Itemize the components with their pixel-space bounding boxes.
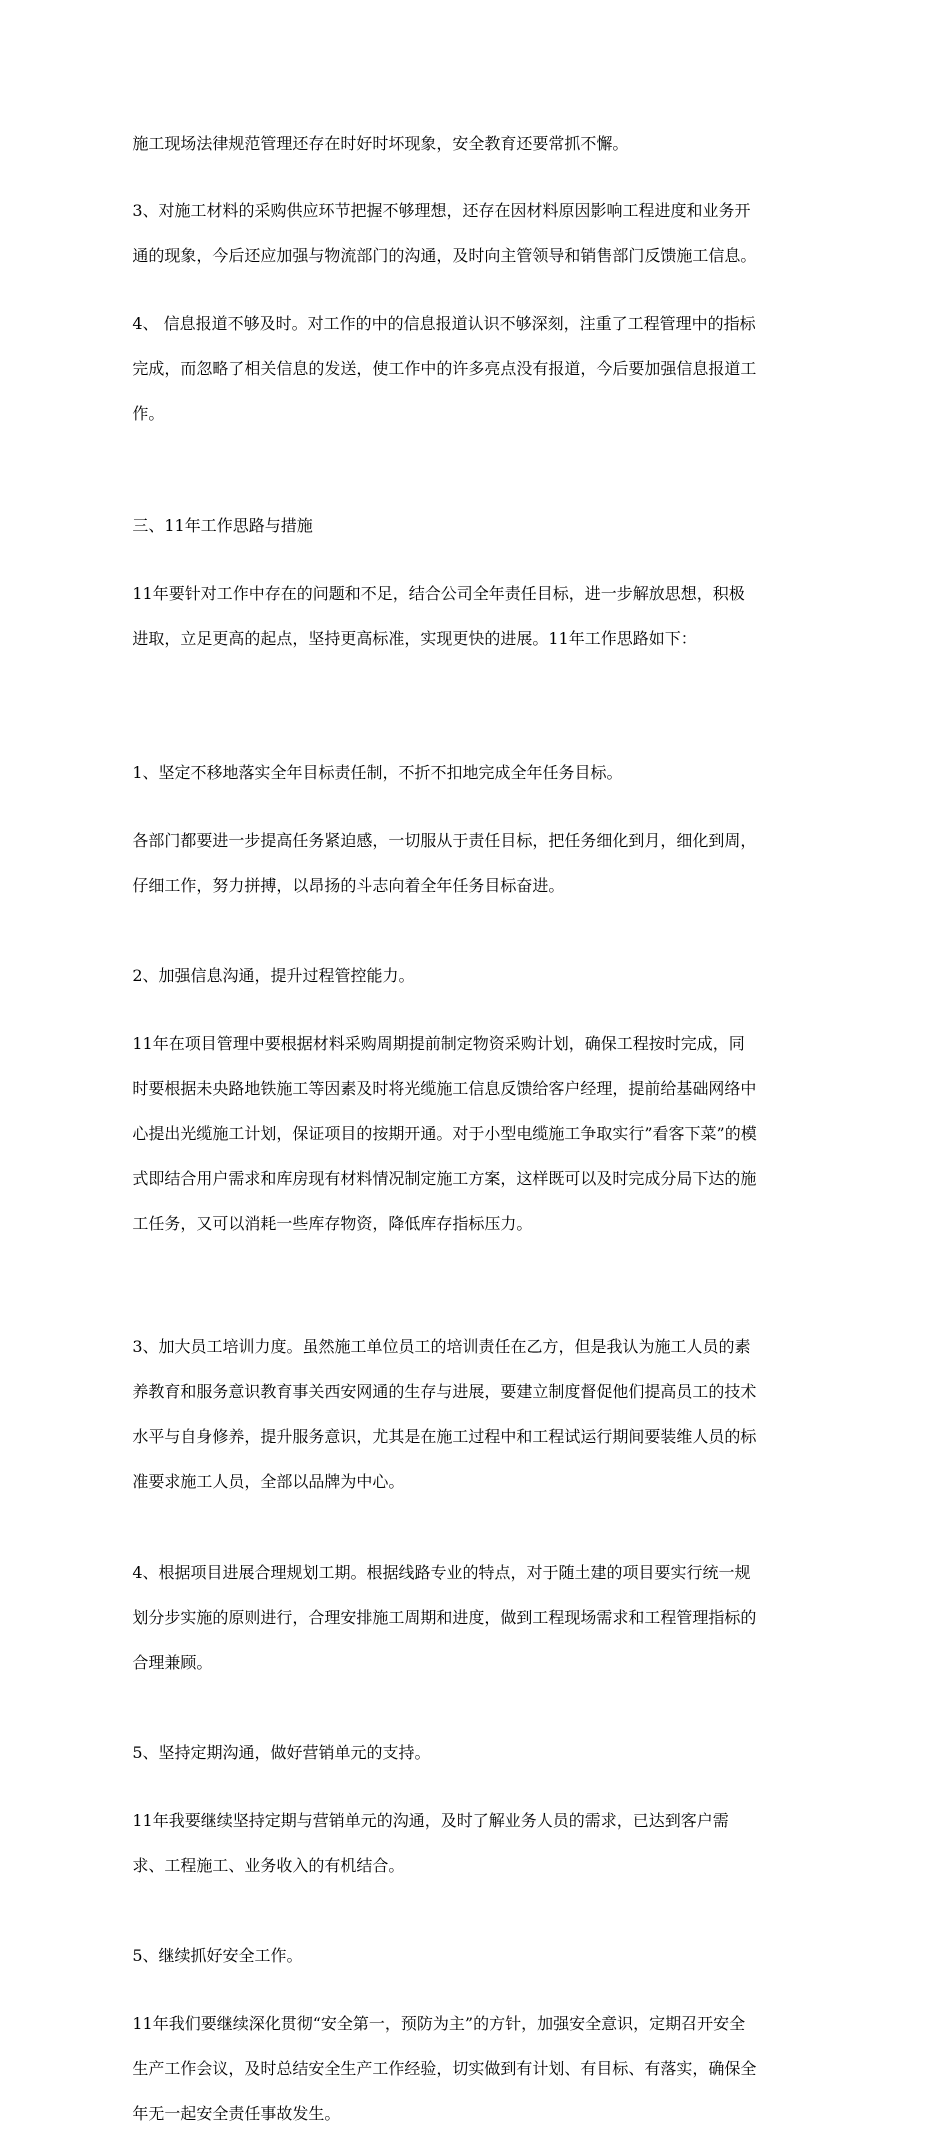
paragraph-item-5-safety-body xyxy=(112,1990,852,2148)
item-heading-1 xyxy=(112,740,852,808)
text-line: 工任务，又可以消耗一些库存物资，降低库存指标压力。 xyxy=(132,1213,533,1233)
paragraph-item-3-training xyxy=(112,1314,852,1517)
paragraph-item-1-body xyxy=(112,807,852,920)
text-line: 式即结合用户需求和库房现有材料情况制定施工方案，这样既可以及时完成分局下达的施 xyxy=(132,1168,757,1188)
text-line: 生产工作会议，及时总结安全生产工作经验，切实做到有计划、有目标、有落实，确保全 xyxy=(132,2058,757,2078)
text-line: 时要根据未央路地铁施工等因素及时将光缆施工信息反馈给客户经理，提前给基础网络中 xyxy=(132,1078,757,1098)
text-line: 3、加大员工培训力度。虽然施工单位员工的培训责任在乙方，但是我认为施工人员的素 xyxy=(132,1337,751,1356)
text-line: 4、根据项目进展合理规划工期。根据线路专业的特点，对于随土建的项目要实行统一规 xyxy=(132,1562,751,1582)
text-line: 11年我们要继续深化贯彻“安全第一，预防为主”的方针，加强安全意识，定期召开安全 xyxy=(132,2013,746,2033)
document-page xyxy=(112,110,852,2148)
text-line: 作。 xyxy=(132,403,165,423)
paragraph-item-3-material-supply xyxy=(112,178,852,291)
text-line: 11年要针对工作中存在的问题和不足，结合公司全年责任目标，进一步解放思想，积极 xyxy=(132,583,745,603)
paragraph-work-ideas-intro xyxy=(112,560,852,673)
section-heading-3 xyxy=(112,493,852,561)
paragraph-item-2-body xyxy=(112,1010,852,1258)
text-line: 求、工程施工、业务收入的有机结合。 xyxy=(132,1855,405,1875)
item-heading-5-safety xyxy=(112,1923,852,1991)
text-line: 施工现场法律规范管理还存在时好时坏现象，安全教育还要常抓不懈。 xyxy=(132,133,629,153)
text-line: 通的现象，今后还应加强与物流部门的沟通，及时向主管领导和销售部门反馈施工信息。 xyxy=(132,246,757,265)
text-line: 11年我要继续坚持定期与营销单元的沟通，及时了解业务人员的需求，已达到客户需 xyxy=(132,1810,729,1830)
text-line: 三、11年工作思路与措施 xyxy=(132,516,313,535)
paragraph-item-4-schedule xyxy=(112,1539,852,1697)
paragraph-item-4-info-reporting xyxy=(112,290,852,448)
text-line: 11年在项目管理中要根据材料采购周期提前制定物资采购计划，确保工程按时完成，同 xyxy=(132,1033,745,1053)
text-line: 合理兼顾。 xyxy=(132,1652,213,1672)
text-line: 各部门都要进一步提高任务紧迫感，一切服从于责任目标，把任务细化到月，细化到周， xyxy=(132,830,757,850)
text-line: 划分步实施的原则进行，合理安排施工周期和进度，做到工程现场需求和工程管理指标的 xyxy=(132,1607,757,1627)
text-line: 心提出光缆施工计划，保证项目的按期开通。对于小型电缆施工争取实行”看客下菜”的模 xyxy=(132,1123,757,1143)
item-heading-5-communication xyxy=(112,1720,852,1788)
text-line: 年无一起安全责任事故发生。 xyxy=(132,2103,341,2123)
paragraph-item-5-communication-body xyxy=(112,1787,852,1900)
text-line: 1、坚定不移地落实全年目标责任制，不折不扣地完成全年任务目标。 xyxy=(132,763,623,782)
text-line: 3、对施工材料的采购供应环节把握不够理想，还存在因材料原因影响工程进度和业务开 xyxy=(132,201,751,220)
text-line: 4、 信息报道不够及时。对工作的中的信息报道认识不够深刻，注重了工程管理中的指标 xyxy=(132,313,756,333)
text-line: 5、继续抓好安全工作。 xyxy=(132,1946,303,1965)
text-line: 进取，立足更高的起点，坚持更高标准，实现更快的进展。11年工作思路如下： xyxy=(132,628,697,648)
text-line: 5、坚持定期沟通，做好营销单元的支持。 xyxy=(132,1743,431,1762)
text-line: 养教育和服务意识教育事关西安网通的生存与进展，要建立制度督促他们提高员工的技术 xyxy=(132,1382,757,1401)
text-line: 准要求施工人员，全部以品牌为中心。 xyxy=(132,1472,405,1491)
paragraph-safety-education xyxy=(112,110,852,178)
text-line: 仔细工作，努力拼搏，以昂扬的斗志向着全年任务目标奋进。 xyxy=(132,875,565,895)
text-line: 水平与自身修养，提升服务意识，尤其是在施工过程中和工程试运行期间要装维人员的标 xyxy=(132,1427,757,1446)
item-heading-2 xyxy=(112,943,852,1011)
text-line: 完成，而忽略了相关信息的发送，使工作中的许多亮点没有报道，今后要加强信息报道工 xyxy=(132,358,757,378)
text-line: 2、加强信息沟通，提升过程管控能力。 xyxy=(132,966,415,985)
